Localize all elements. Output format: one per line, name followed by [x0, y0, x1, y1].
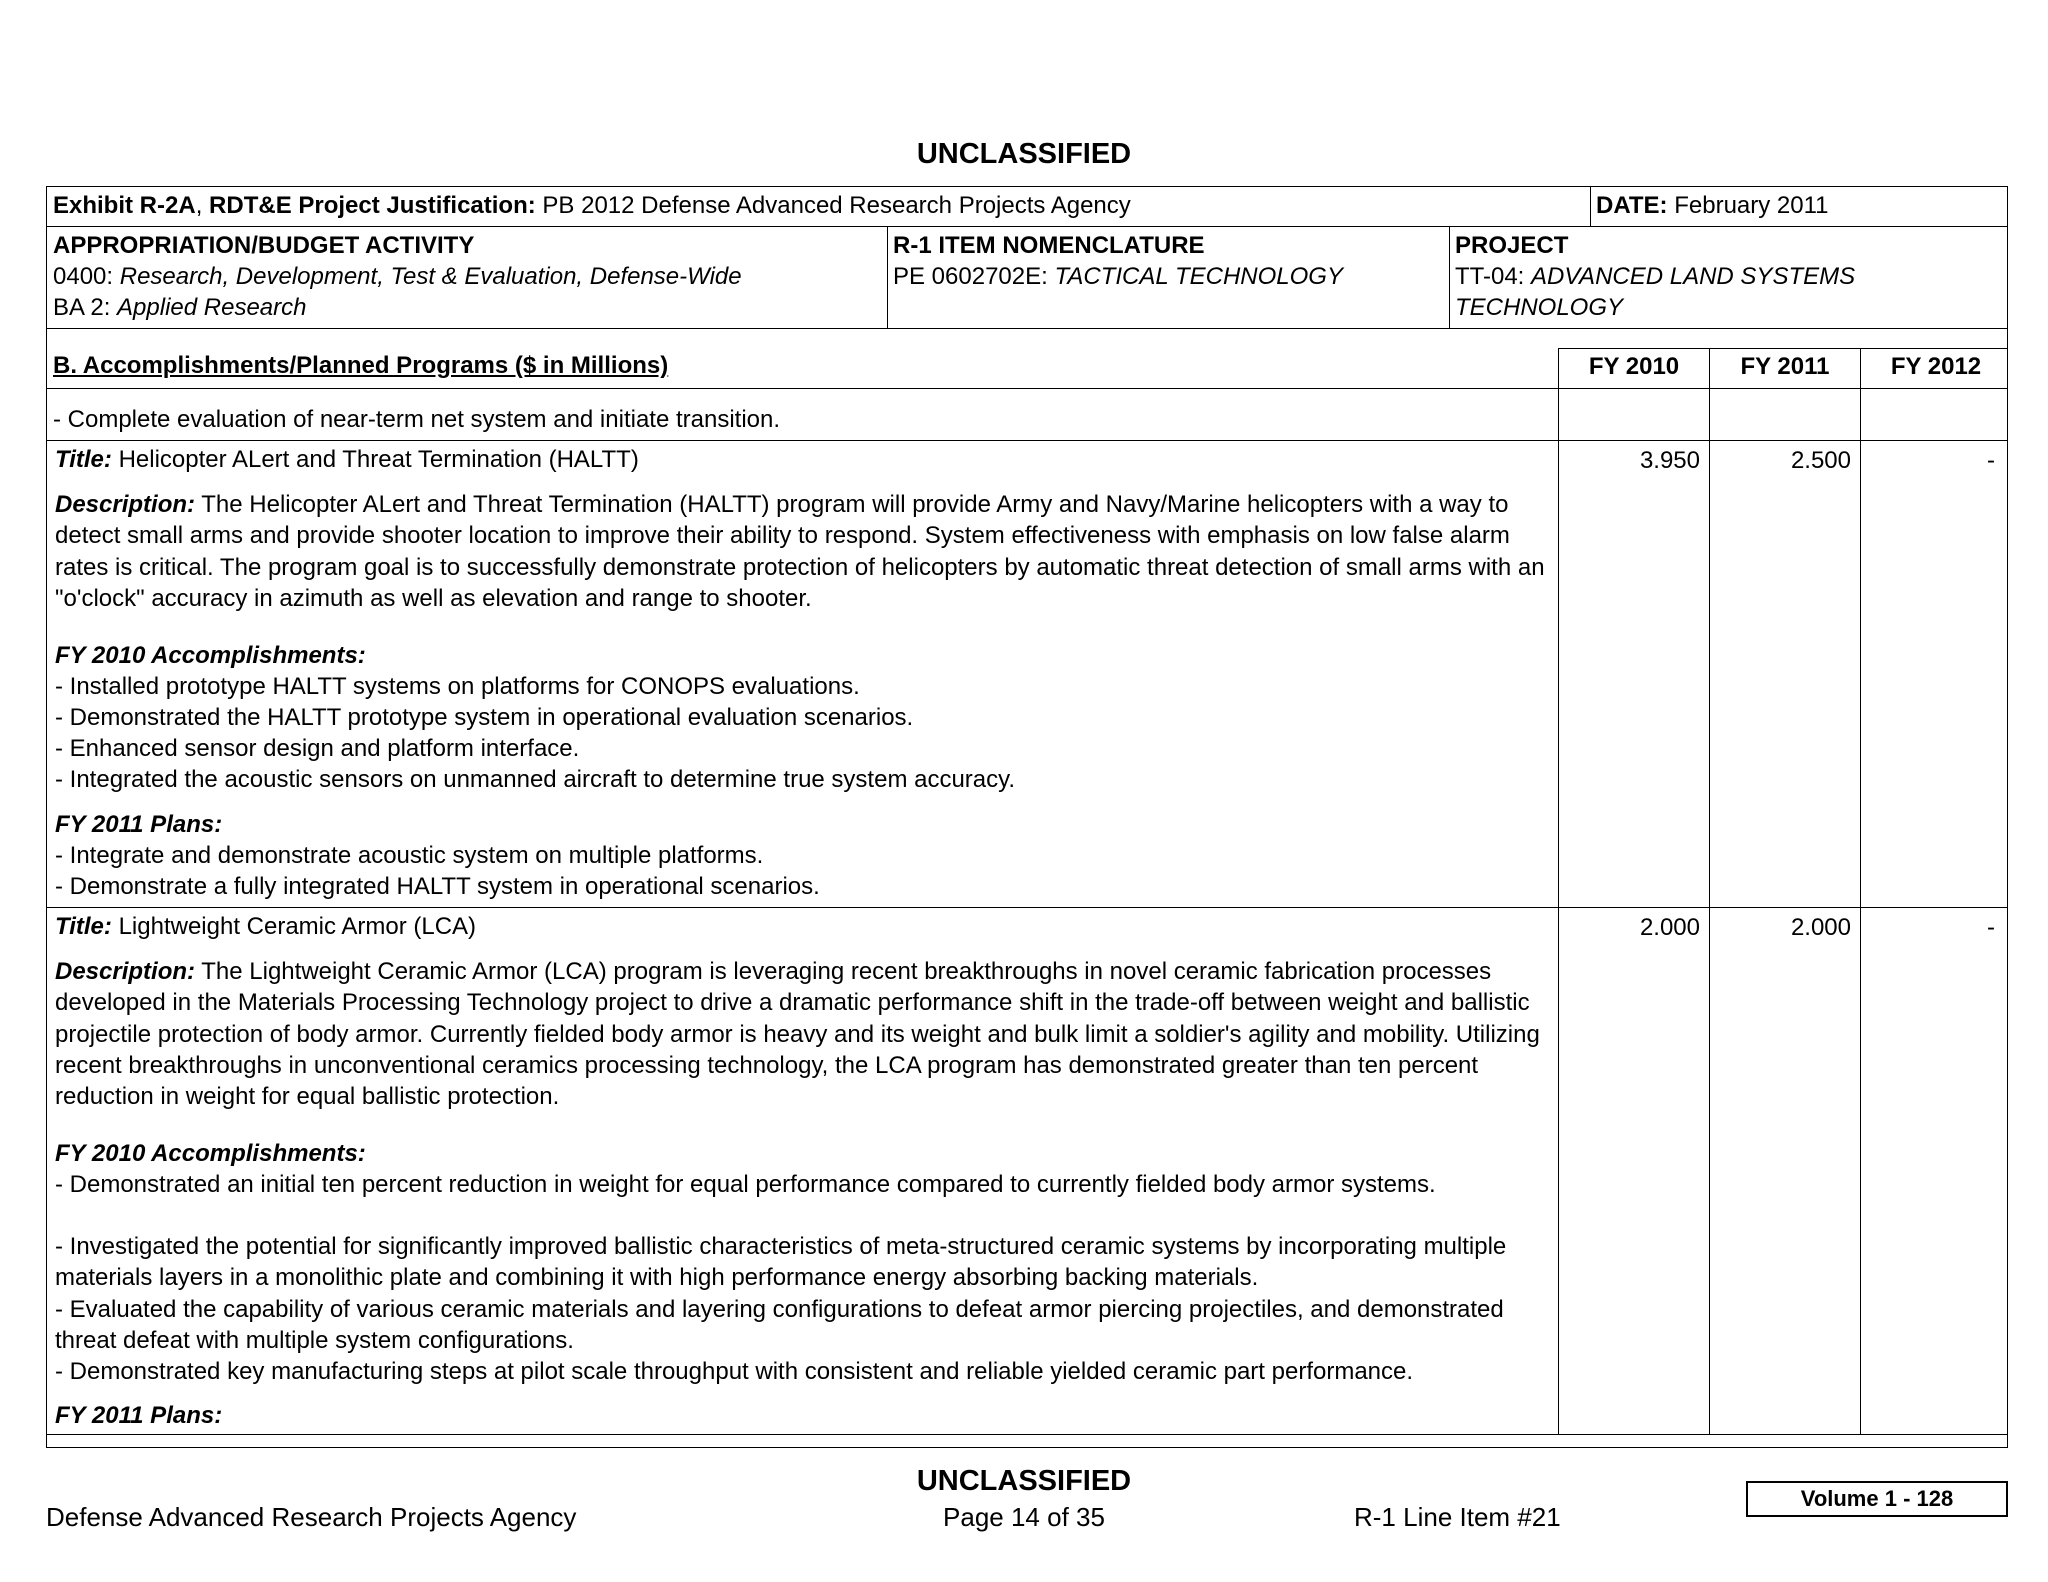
accomplishment-item: - Installed prototype HALTT systems on platforms for CONOPS evaluations. — [55, 673, 860, 700]
program-title — [55, 444, 639, 475]
program-description — [55, 489, 1555, 614]
exhibit-label: Exhibit R-2A — [53, 192, 196, 219]
divider — [1590, 186, 1591, 226]
continuation-line: - Complete evaluation of near-term net system and initiate transition. — [53, 406, 781, 433]
appropriation-value — [53, 261, 742, 292]
nomenclature-code: PE 0602702E: — [893, 263, 1055, 290]
exhibit-sep: , — [195, 192, 210, 219]
footer-agency: Defense Advanced Research Projects Agency — [46, 1502, 577, 1532]
column-divider — [1558, 348, 1559, 1434]
plan-item: - Demonstrate a fully integrated HALTT system in operational scenarios. — [55, 873, 820, 900]
justification-label: RDT&E Project Justification: — [209, 192, 536, 219]
plan-item: - Integrate and demonstrate acoustic system on multiple platforms. — [55, 842, 764, 869]
date-value: February 2011 — [1667, 192, 1829, 219]
date-field — [1596, 190, 1829, 221]
divider — [46, 226, 2008, 227]
accomplishment-item: - Enhanced sensor design and platform interface. — [55, 735, 580, 762]
nomenclature-value — [893, 261, 1343, 292]
project-name-line1: ADVANCED LAND SYSTEMS — [1531, 263, 1856, 290]
plans-label: FY 2011 Plans: — [55, 1402, 223, 1429]
section-heading: B. Accomplishments/Planned Programs ($ in Millions) — [53, 352, 669, 379]
value-fy2011: 2.500 — [1790, 447, 1851, 474]
accomplishment-item: - Investigated the potential for significantly improved ballistic characteristics of meta-structured ceramic systems by incorporating multiple materials layers in a monolithic plate and combining it with high performance energy absorbing backing materials. — [55, 1233, 1507, 1292]
divider — [46, 388, 2008, 389]
divider — [1558, 348, 2008, 349]
description-label: Description: — [55, 491, 196, 518]
divider — [46, 907, 2008, 908]
divider — [46, 1434, 2008, 1435]
appropriation-code: 0400: — [53, 263, 120, 290]
column-header-fy2012: FY 2012 — [1890, 353, 1982, 380]
appropriation-name: Research, Development, Test & Evaluation, Defense-Wide — [119, 263, 742, 290]
accomplishment-item: - Integrated the acoustic sensors on unmanned aircraft to determine true system accuracy. — [55, 766, 1016, 793]
divider — [1449, 226, 1450, 328]
column-header-fy2010: FY 2010 — [1588, 353, 1680, 380]
accomplishment-item: - Demonstrated key manufacturing steps at pilot scale throughput with consistent and reliable yielded ceramic part performance. — [55, 1358, 1414, 1385]
title-label: Title: — [55, 446, 112, 473]
divider — [46, 328, 2008, 329]
footer-page-number: Page 14 of 35 — [943, 1502, 1105, 1532]
appropriation-label: APPROPRIATION/BUDGET ACTIVITY — [53, 232, 475, 259]
column-divider — [1709, 348, 1710, 1434]
accomplishment-item: - Evaluated the capability of various ceramic materials and layering configurations to defeat armor piercing projectiles, and demonstrated threat defeat with multiple system configurations. — [55, 1296, 1504, 1355]
classification-bottom: UNCLASSIFIED — [916, 1465, 1132, 1497]
project-value — [1455, 261, 1855, 292]
ba-name: Applied Research — [117, 294, 307, 321]
footer-line-item: R-1 Line Item #21 — [1354, 1502, 1561, 1532]
project-code: TT-04: — [1455, 263, 1532, 290]
description-text: The Helicopter ALert and Threat Termination (HALTT) program will provide Army and Navy/Marine helicopters with a way to detect small arms and provide shooter location to improve their ability to respond. System effectiveness with emphasis on low false alarm rates is critical. The program goal is to successfully demonstrate protection of helicopters by automatic threat detection of small arms with an "o'clock" accuracy in azimuth as well as elevation and range to shooter. — [55, 491, 1545, 612]
program-description — [55, 956, 1555, 1112]
accomplishments-label: FY 2010 Accomplishments: — [55, 1140, 366, 1167]
value-fy2012: - — [1987, 914, 1995, 941]
ba-code: BA 2: — [53, 294, 118, 321]
value-fy2011: 2.000 — [1790, 914, 1851, 941]
project-label: PROJECT — [1455, 232, 1569, 259]
value-fy2010: 3.950 — [1639, 447, 1700, 474]
budget-activity-value — [53, 292, 307, 323]
project-name-line2: TECHNOLOGY — [1455, 294, 1624, 321]
program-title — [55, 911, 476, 942]
value-fy2010: 2.000 — [1639, 914, 1700, 941]
accomplishment-item: - Demonstrated the HALTT prototype system in operational evaluation scenarios. — [55, 704, 914, 731]
divider — [887, 226, 888, 328]
accomplishment-item: - Demonstrated an initial ten percent reduction in weight for equal performance compared to currently fielded body armor systems. — [55, 1171, 1436, 1198]
date-label: DATE: — [1596, 192, 1668, 219]
accomplishments-label: FY 2010 Accomplishments: — [55, 642, 366, 669]
plans-label: FY 2011 Plans: — [55, 811, 223, 838]
title-text: Helicopter ALert and Threat Termination (HALTT) — [111, 446, 639, 473]
column-header-fy2011: FY 2011 — [1740, 353, 1830, 380]
description-text: The Lightweight Ceramic Armor (LCA) program is leveraging recent breakthroughs in novel ceramic fabrication processes developed in the Materials Processing Technology project to drive a dramatic performance shift in the trade-off between weight and ballistic projectile protection of body armor. Currently fielded body armor is heavy and its weight and bulk limit a soldier's agility and mobility. Utilizing recent breakthroughs in unconventional ceramics processing technology, the LCA program has demonstrated greater than ten percent reduction in weight for equal ballistic protection. — [55, 958, 1540, 1111]
value-fy2012: - — [1987, 447, 1995, 474]
volume-badge: Volume 1 - 128 — [1746, 1481, 2008, 1517]
nomenclature-name: TACTICAL TECHNOLOGY — [1054, 263, 1343, 290]
divider — [46, 440, 2008, 441]
description-label: Description: — [55, 958, 196, 985]
exhibit-title — [53, 190, 1131, 221]
title-label: Title: — [55, 913, 112, 940]
justification-value: PB 2012 Defense Advanced Research Projects Agency — [535, 192, 1131, 219]
classification-top: UNCLASSIFIED — [916, 138, 1132, 170]
nomenclature-label: R-1 ITEM NOMENCLATURE — [893, 232, 1205, 259]
column-divider — [1860, 348, 1861, 1434]
title-text: Lightweight Ceramic Armor (LCA) — [111, 913, 477, 940]
